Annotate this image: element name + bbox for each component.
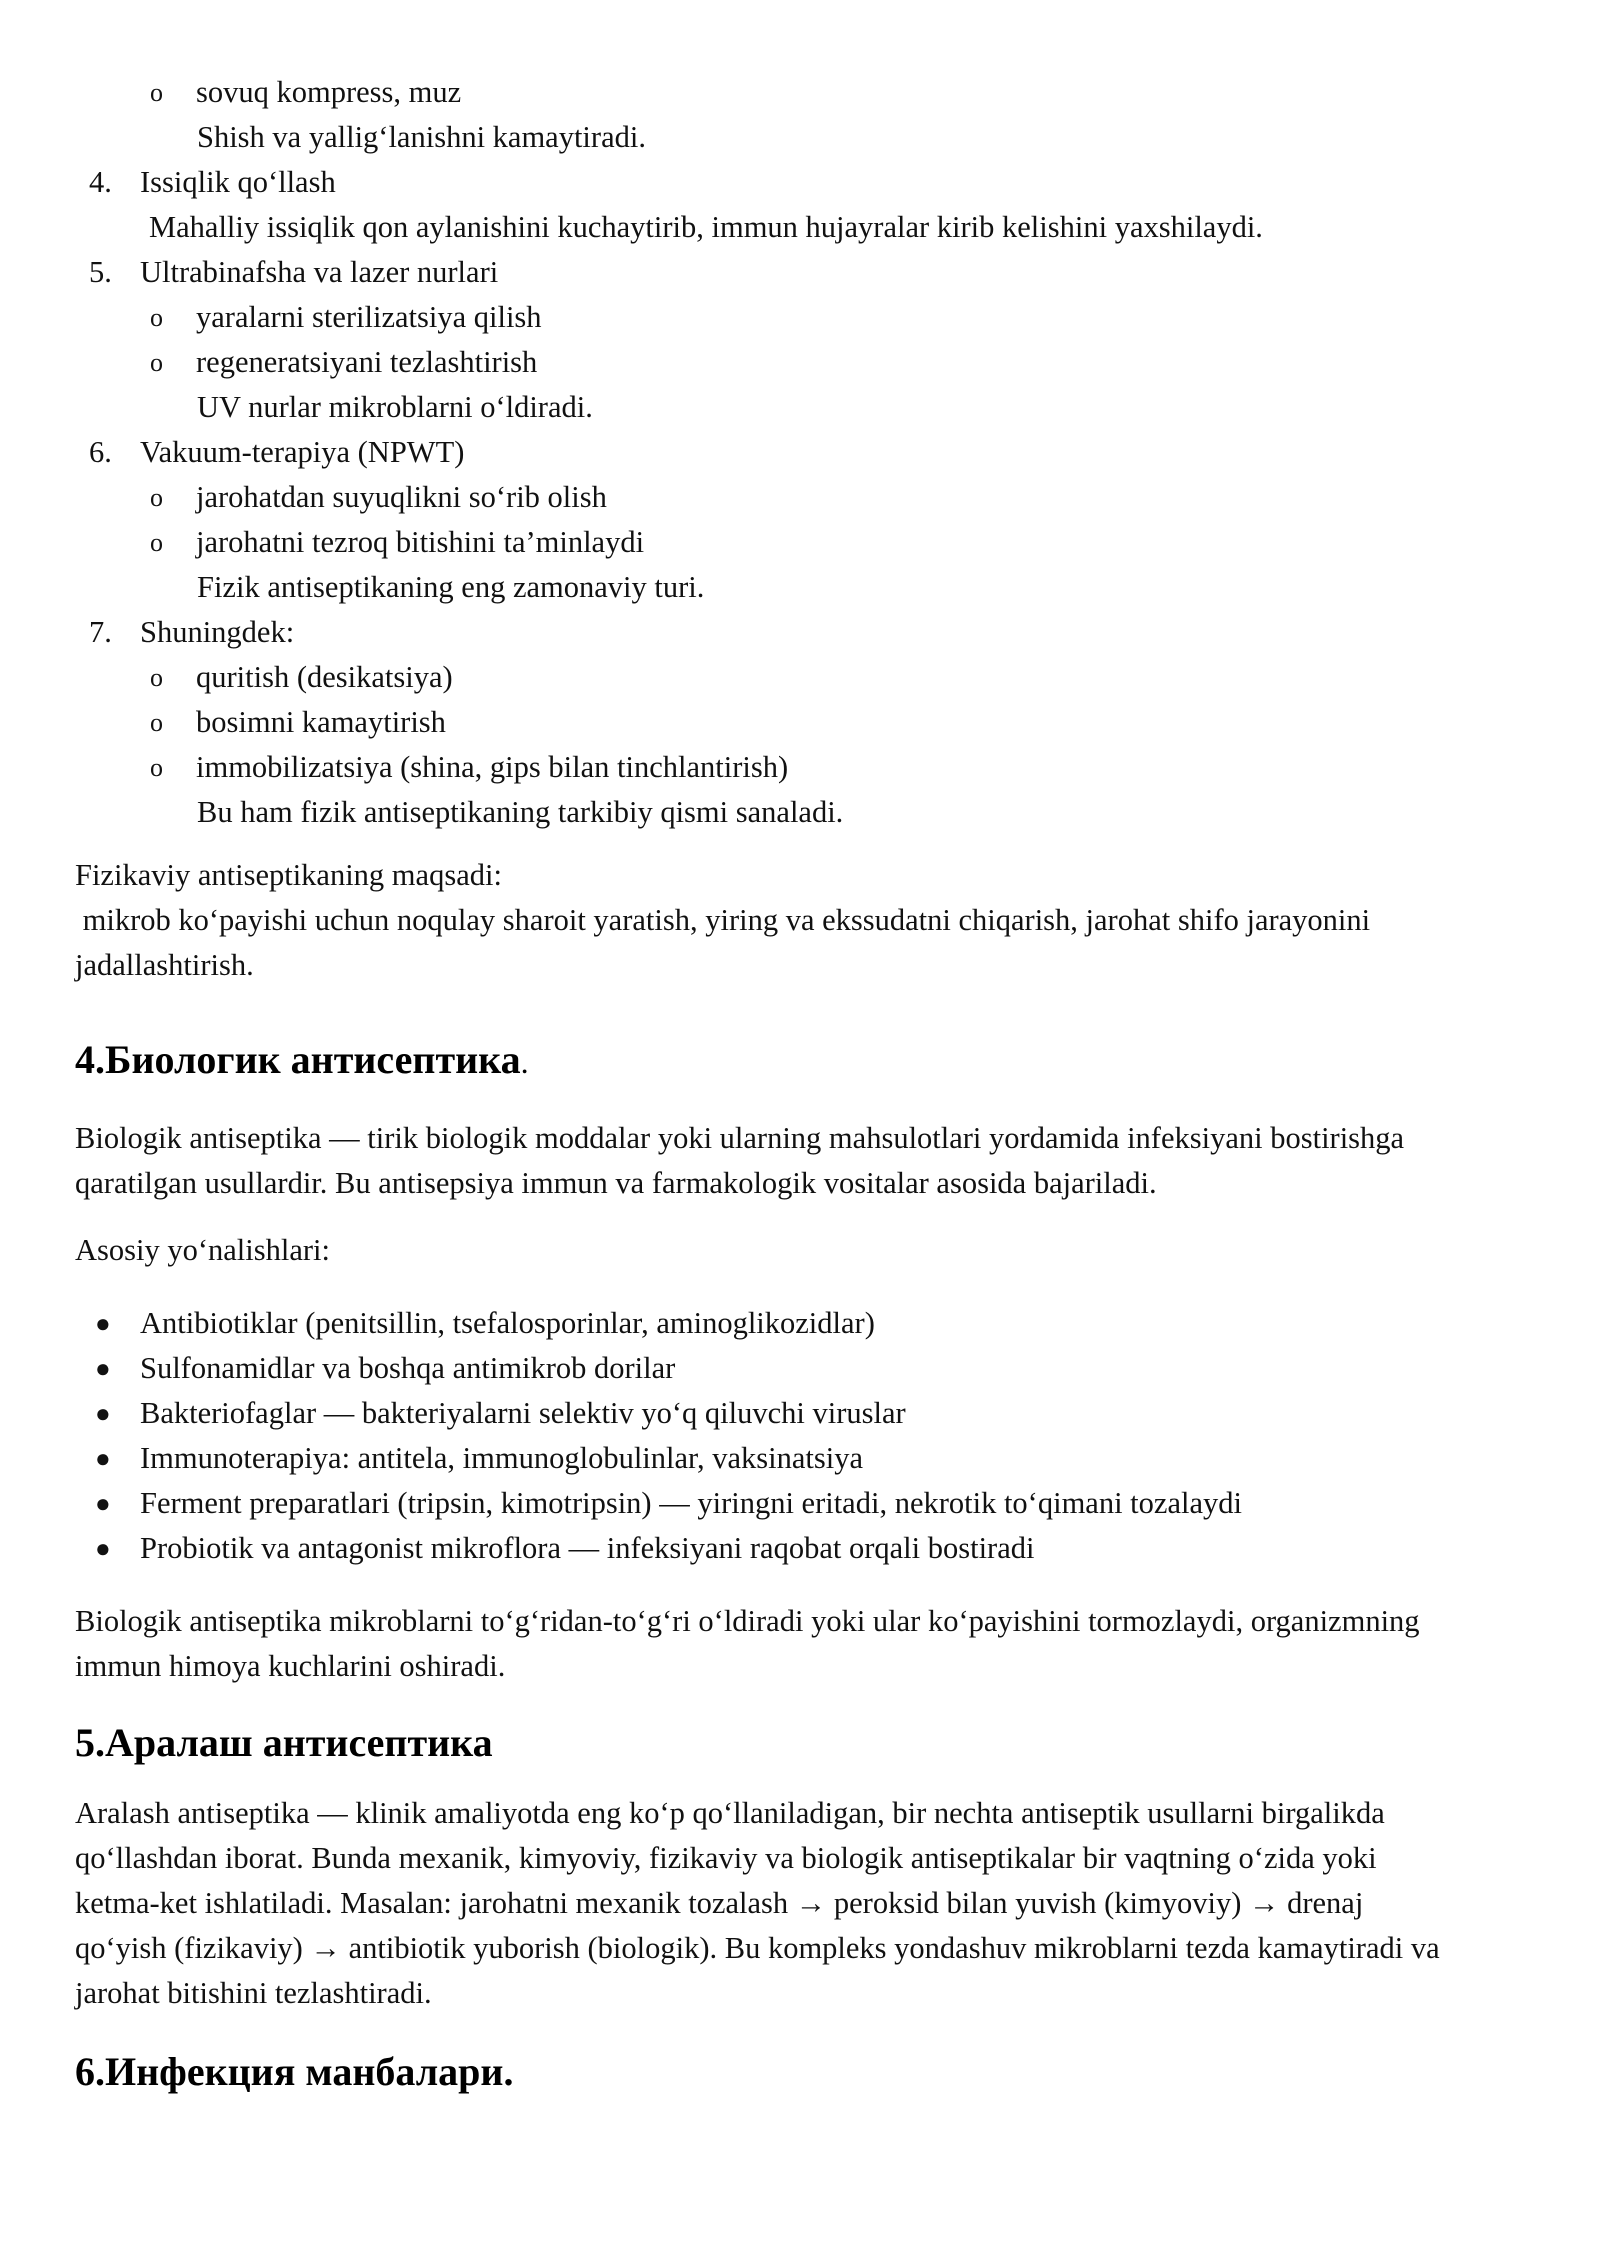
list-note: Shish va yallig‘lanishni kamaytiradi.: [197, 120, 646, 154]
directions-label: Asosiy yo‘nalishlari:: [75, 1233, 330, 1267]
list-item: ● Sulfonamidlar va boshqa antimikrob dorilar: [75, 1346, 1530, 1391]
circle-bullet: o: [150, 348, 163, 377]
bullet-dot: ●: [95, 1534, 111, 1563]
list-subitem: o bosimni kamaytirish: [75, 700, 1530, 745]
section-heading-mixed: 5.Аралаш антисептика: [75, 1720, 493, 1765]
list-item: ● Bakteriofaglar — bakteriyalarni selektiv yo‘q qiluvchi viruslar: [75, 1391, 1530, 1436]
list-subitem: o jarohatdan suyuqlikni so‘rib olish: [75, 475, 1530, 520]
list-item-7: 7. Shuningdek:: [89, 615, 295, 649]
paragraph: Biologik antiseptika — tirik biologik moddalar yoki ularning mahsulotlari yordamida infeksiyani bostirishga: [75, 1121, 1405, 1155]
list-item-6: 6. Vakuum-terapiya (NPWT): [89, 435, 465, 469]
bullet-dot: ●: [95, 1399, 111, 1428]
paragraph: qaratilgan usullardir. Bu antisepsiya immun va farmakologik vositalar asosida bajariladi.: [75, 1166, 1157, 1200]
circle-bullet: o: [150, 528, 163, 557]
list-item: ● Immunoterapiya: antitela, immunoglobulinlar, vaksinatsiya: [75, 1436, 1530, 1481]
paragraph: immun himoya kuchlarini oshiradi.: [75, 1649, 506, 1683]
list-note: Mahalliy issiqlik qon aylanishini kuchaytirib, immun hujayralar kirib kelishini yaxshilaydi.: [149, 210, 1263, 244]
physical-goal-label: Fizikaviy antiseptikaning maqsadi:: [75, 858, 502, 892]
list-subitem: o quritish (desikatsiya): [75, 655, 1530, 700]
circle-bullet: o: [150, 753, 163, 782]
list-subitem: o yaralarni sterilizatsiya qilish: [75, 295, 1530, 340]
circle-bullet: o: [150, 483, 163, 512]
list-subitem: o jarohatni tezroq bitishini ta’minlaydi: [75, 520, 1530, 565]
bullet-dot: ●: [95, 1489, 111, 1518]
section-heading-biological: 4.Биологик антисептика.: [75, 1037, 529, 1082]
list-subitem: o regeneratsiyani tezlashtirish: [75, 340, 1530, 385]
circle-bullet: o: [150, 303, 163, 332]
list-item: ● Ferment preparatlari (tripsin, kimotripsin) — yiringni eritadi, nekrotik to‘qimani tozalaydi: [75, 1481, 1530, 1526]
list-subitem: o immobilizatsiya (shina, gips bilan tinchlantirish): [75, 745, 1530, 790]
bullet-dot: ●: [95, 1309, 111, 1338]
physical-goal-text: mikrob ko‘payishi uchun noqulay sharoit yaratish, yiring va ekssudatni chiqarish, jarohat shifo jarayonini: [75, 903, 1371, 937]
list-item: ● Antibiotiklar (penitsillin, tsefalosporinlar, aminoglikozidlar): [75, 1301, 1530, 1346]
bullet-dot: ●: [95, 1354, 111, 1383]
list-item-5: 5. Ultrabinafsha va lazer nurlari: [89, 255, 499, 289]
paragraph: Biologik antiseptika mikroblarni to‘g‘ridan-to‘g‘ri o‘ldiradi yoki ular ko‘payishini tormozlaydi, organizmning: [75, 1604, 1420, 1638]
paragraph: qo‘llashdan iborat. Bunda mexanik, kimyoviy, fizikaviy va biologik antiseptikalar bir vaqtning o‘zida yoki: [75, 1841, 1377, 1875]
circle-bullet: o: [150, 78, 163, 107]
list-note: Bu ham fizik antiseptikaning tarkibiy qismi sanaladi.: [197, 795, 844, 829]
section-heading-infection-sources: 6.Инфекция манбалари.: [75, 2049, 514, 2094]
paragraph: qo‘yish (fizikaviy) → antibiotik yuborish (biologik). Bu kompleks yondashuv mikroblarni tezda kamaytiradi va: [75, 1931, 1440, 1965]
list-item: ● Probiotik va antagonist mikroflora — infeksiyani raqobat orqali bostiradi: [75, 1526, 1530, 1571]
list-note: UV nurlar mikroblarni o‘ldiradi.: [197, 390, 593, 424]
paragraph: ketma-ket ishlatiladi. Masalan: jarohatni mexanik tozalash → peroksid bilan yuvish (kimyoviy) → drenaj: [75, 1886, 1364, 1920]
list-note: Fizik antiseptikaning eng zamonaviy turi.: [197, 570, 705, 604]
list-item-4: 4. Issiqlik qo‘llash: [89, 165, 336, 199]
circle-bullet: o: [150, 663, 163, 692]
physical-goal-text: jadallashtirish.: [75, 948, 254, 982]
list-subitem: o sovuq kompress, muz: [75, 70, 1530, 115]
paragraph: jarohat bitishini tezlashtiradi.: [75, 1976, 432, 2010]
circle-bullet: o: [150, 708, 163, 737]
bullet-dot: ●: [95, 1444, 111, 1473]
paragraph: Aralash antiseptika — klinik amaliyotda eng ko‘p qo‘llaniladigan, bir nechta antiseptik usullarni birgalikda: [75, 1796, 1385, 1830]
